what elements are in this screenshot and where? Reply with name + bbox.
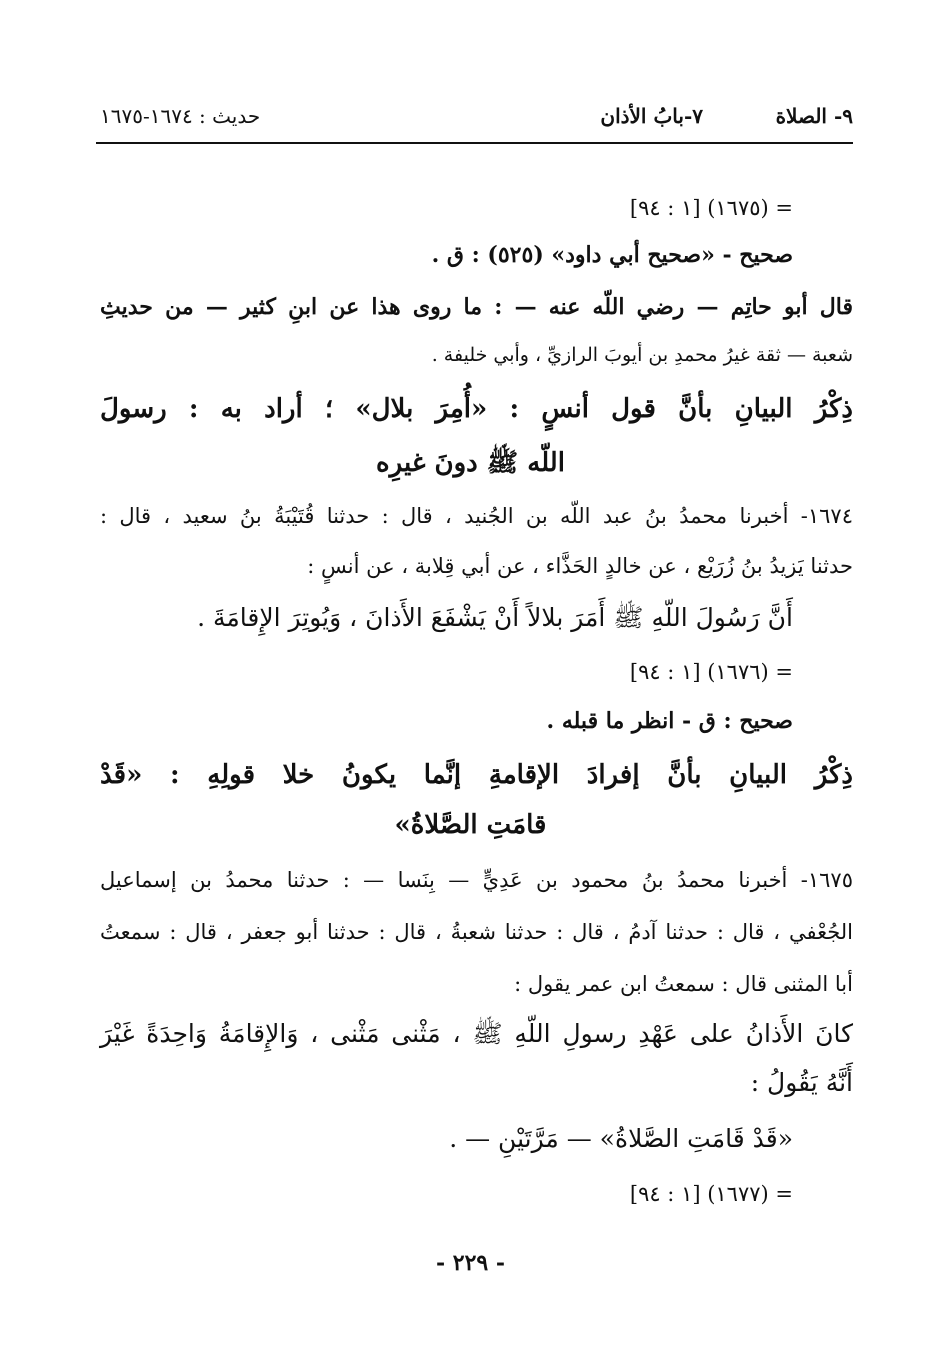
matn-line: «قَدْ قَامَتِ الصَّلاةُ» — مَرَّتَيْنِ — .	[449, 1124, 793, 1153]
reference-line: = (١٦٧٧) [١ : ٩٤]	[629, 1182, 793, 1206]
header-rule	[96, 142, 853, 144]
chapter-heading: قامَتِ الصَّلاةُ»	[394, 810, 547, 840]
section-title: ٧-بابُ الأذان	[600, 104, 703, 128]
isnad-line: حدثنا يَزيدُ بنُ زُرَيْع ، عن خالدٍ الحَذَّاء ، عن أبي قِلابة ، عن أنسٍ :	[307, 554, 853, 578]
chapter-heading: ذِكْرُ البيانِ بأنَّ إفرادَ الإقامةِ إنَّما يكونُ خلا قولِهِ : «قَدْ	[100, 760, 853, 790]
chapter-heading: ذِكْرُ البيانِ بأنَّ قول أنسٍ : «أُمِرَ بلال» ؛ أراد به : رسولَ	[100, 394, 853, 424]
commentary-line: قال أبو حاتِم — رضي اللّه عنه — : ما روى هذا عن ابنِ كثير — من حديثِ	[100, 294, 853, 320]
reference-line: = (١٦٧٦) [١ : ٩٤]	[629, 660, 793, 684]
commentary-line: شعبة — ثقة غيرُ محمدِ بن أيوبَ الرازيِّ ، وأبي خليفة .	[431, 344, 853, 366]
matn-line: أَنَّهُ يَقُولُ :	[750, 1068, 853, 1097]
chapter-title: ٩- الصلاة	[775, 104, 853, 128]
matn-line: أَنَّ رَسُولَ اللّهِ ﷺ أَمَرَ بلالاً أَنْ يَشْفَعَ الأَذانَ ، وَيُوتِرَ الإِقامَةَ .	[197, 603, 793, 632]
chapter-heading: اللّه ﷺ دونَ غيرِه	[376, 448, 565, 478]
hadith-range: حديث : ١٦٧٤-١٦٧٥	[100, 104, 261, 128]
grading-line: صحيح : ق - انظر ما قبله .	[546, 708, 793, 734]
matn-line: كانَ الأَذانُ على عَهْدِ رسولِ اللّهِ ﷺ ، مَثْنى مَثْنى ، وَالإِقامَةُ وَاحِدَةً غَيْرَ	[100, 1019, 853, 1048]
page-number: - ٢٢٩ -	[435, 1250, 506, 1276]
isnad-line: أبا المثنى قال : سمعتُ ابن عمر يقول :	[514, 972, 853, 996]
isnad-line: ١٦٧٥- أخبرنا محمدُ بنُ محمود بن عَدِيٍّ — بِنَسا — : حدثنا محمدُ بن إسماعيل	[100, 868, 853, 892]
isnad-line: الجُعْفي ، قال : حدثنا آدمُ ، قال : حدثنا شعبةُ ، قال : حدثنا أبو جعفر ، قال : سمعتُ	[100, 920, 853, 944]
isnad-line: ١٦٧٤- أخبرنا محمدُ بنُ عبد اللّه بن الجُنيد ، قال : حدثنا قُتَيْبَةُ بنُ سعيد ، قال :	[100, 504, 853, 528]
reference-line: = (١٦٧٥) [١ : ٩٤]	[629, 196, 793, 220]
grading-line: صحيح - «صحيح أبي داود» (٥٢٥) : ق .	[431, 242, 793, 268]
